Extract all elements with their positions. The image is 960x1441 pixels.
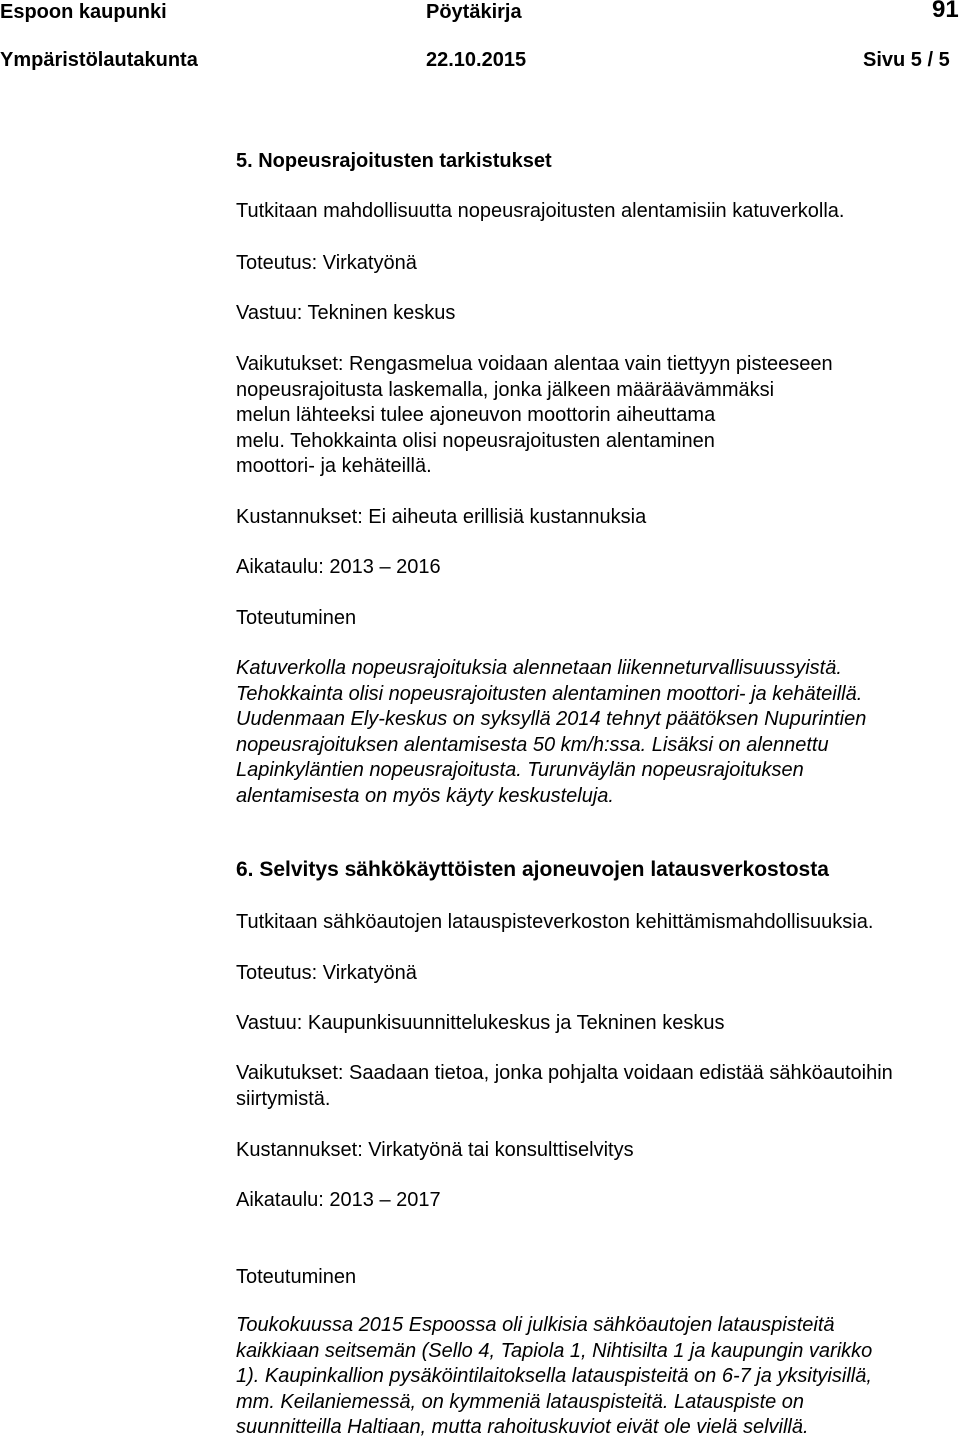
section6-toteutuminen <box>236 1313 872 1441</box>
header-city: Espoon kaupunki <box>0 1 167 23</box>
paragraph-line: Uudenmaan Ely-keskus on syksyllä 2014 tehnyt päätöksen Nupurintien <box>236 708 867 730</box>
section6-intro: Tutkitaan sähköautojen latauspisteverkoston kehittämismahdollisuuksia. <box>236 911 874 933</box>
header-page: Sivu 5 / 5 <box>863 49 950 71</box>
header-date: 22.10.2015 <box>426 49 527 71</box>
section5-toteutus: Toteutus: Virkatyönä <box>236 252 417 274</box>
section5-vaikutukset <box>236 352 833 480</box>
paragraph-line: mm. Keilaniemessä, on kymmeniä latauspisteitä. Latauspiste on <box>236 1390 805 1413</box>
section5-vastuu: Vastuu: Tekninen keskus <box>236 302 456 324</box>
paragraph-line: nopeusrajoitusta laskemalla, jonka jälkeen määräävämmäksi <box>236 378 775 401</box>
header-doc-type: Pöytäkirja <box>426 1 522 23</box>
section6-heading <box>236 857 829 883</box>
section5-kustannukset: Kustannukset: Ei aiheuta erillisiä kustannuksia <box>236 506 647 528</box>
paragraph-line: 1). Kaupinkallion pysäköintilaitoksella latauspisteitä on 6-7 ja yksityisillä, <box>236 1365 872 1387</box>
section6-aikataulu: Aikataulu: 2013 – 2017 <box>236 1189 441 1211</box>
section6-toteutus: Toteutus: Virkatyönä <box>236 962 417 984</box>
paragraph-line: melun lähteeksi tulee ajoneuvon moottorin aiheuttama <box>236 404 716 426</box>
paragraph-line: moottori- ja kehäteillä. <box>236 455 432 477</box>
paragraph-line: Katuverkolla nopeusrajoituksia alennetaan liikenneturvallisuussyistä. <box>236 657 842 679</box>
paragraph-line: alentamisesta on myös käyty keskusteluja. <box>236 784 614 807</box>
section6-vaikutukset <box>236 1061 893 1112</box>
section5-toteutuminen-heading: Toteutuminen <box>236 607 357 629</box>
section5-aikataulu: Aikataulu: 2013 – 2016 <box>236 556 441 578</box>
section6-kustannukset: Kustannukset: Virkatyönä tai konsulttiselvitys <box>236 1139 634 1161</box>
section6-number: 6. <box>236 858 254 881</box>
section5-toteutuminen <box>236 656 866 809</box>
header-page-number: 91 <box>932 0 959 23</box>
section5-title: 5. Nopeusrajoitusten tarkistukset <box>236 150 552 172</box>
paragraph-line: Lapinkyläntien nopeusrajoitusta. Turunväylän nopeusrajoituksen <box>236 759 804 781</box>
header-committee: Ympäristölautakunta <box>0 49 198 71</box>
paragraph-line: melu. Tehokkainta olisi nopeusrajoitusten alentaminen <box>236 429 715 452</box>
paragraph-line: kaikkiaan seitsemän (Sello 4, Tapiola 1, Nihtisilta 1 ja kaupungin varikko <box>236 1339 873 1362</box>
paragraph-line: Vaikutukset: Rengasmelua voidaan alentaa vain tiettyyn pisteeseen <box>236 353 833 375</box>
paragraph-line: siirtymistä. <box>236 1087 331 1110</box>
paragraph-line: suunnitteilla Haltiaan, mutta rahoituskuviot eivät ole vielä selvillä. <box>236 1416 809 1438</box>
paragraph-line: Tehokkainta olisi nopeusrajoitusten alentaminen moottori- ja kehäteillä. <box>236 682 863 705</box>
paragraph-line: nopeusrajoituksen alentamisesta 50 km/h:ssa. Lisäksi on alennettu <box>236 733 829 756</box>
section6-vastuu: Vastuu: Kaupunkisuunnittelukeskus ja Tekninen keskus <box>236 1012 725 1034</box>
section6-title: Selvitys sähkökäyttöisten ajoneuvojen latausverkostosta <box>259 858 829 881</box>
paragraph-line: Toukokuussa 2015 Espoossa oli julkisia sähköautojen latauspisteitä <box>236 1314 835 1336</box>
paragraph-line: Vaikutukset: Saadaan tietoa, jonka pohjalta voidaan edistää sähköautoihin <box>236 1062 893 1084</box>
section6-toteutuminen-heading: Toteutuminen <box>236 1266 357 1288</box>
section5-intro: Tutkitaan mahdollisuutta nopeusrajoitusten alentamisiin katuverkolla. <box>236 200 845 222</box>
